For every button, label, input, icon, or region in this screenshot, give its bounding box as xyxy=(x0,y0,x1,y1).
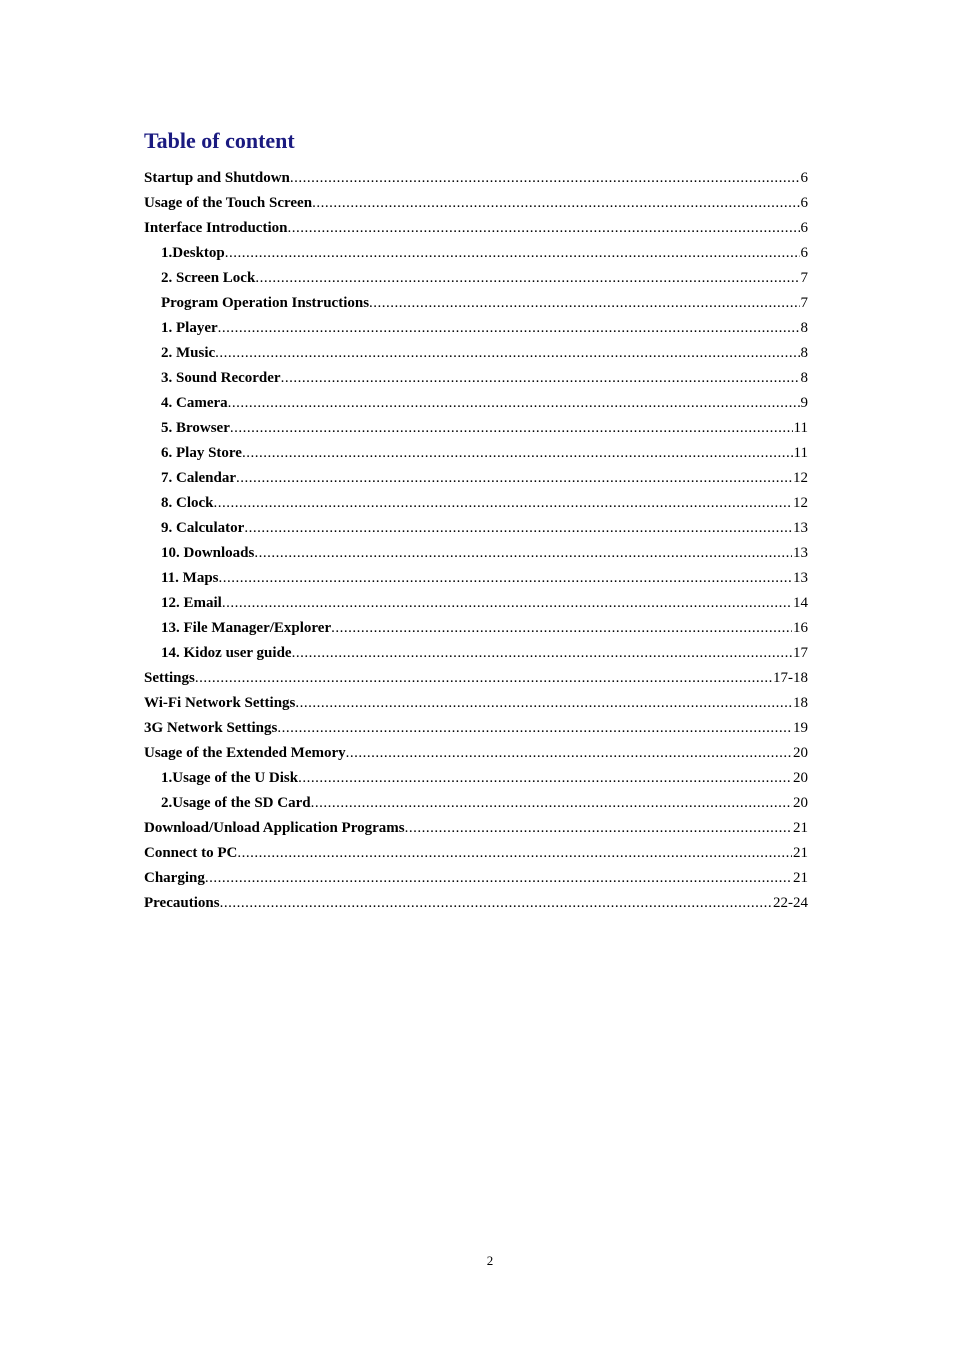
toc-entry[interactable] xyxy=(144,441,808,466)
toc-entry-page: 13 xyxy=(793,520,808,536)
toc-entry[interactable] xyxy=(144,366,808,391)
toc-entry-label: 12. Email xyxy=(161,595,222,611)
toc-entry-label: 11. Maps xyxy=(161,570,219,586)
toc-entry-label: 10. Downloads xyxy=(161,545,255,561)
page-number: 2 xyxy=(486,1253,494,1268)
toc-entry[interactable] xyxy=(144,466,808,491)
toc-dot-leader xyxy=(228,391,800,416)
toc-entry-page: 21 xyxy=(793,820,808,836)
toc-entry-label: 1. Player xyxy=(161,320,218,336)
toc-dot-leader xyxy=(225,241,800,266)
toc-dot-leader xyxy=(242,441,793,466)
toc-entry-page: 6 xyxy=(800,170,808,186)
toc-dot-leader xyxy=(214,491,793,516)
toc-dot-leader xyxy=(205,866,792,891)
toc-entry-page: 21 xyxy=(793,870,808,886)
toc-entry-label: Usage of the Touch Screen xyxy=(144,195,313,211)
toc-entry[interactable] xyxy=(144,241,808,266)
toc-dot-leader xyxy=(255,266,799,291)
toc-entry-page: 13 xyxy=(793,570,808,586)
toc-dot-leader xyxy=(312,191,799,216)
toc-entry[interactable] xyxy=(144,841,808,866)
toc-entry-page: 20 xyxy=(793,795,808,811)
toc-entry-label: 1.Desktop xyxy=(161,245,225,261)
toc-dot-leader xyxy=(346,741,792,766)
toc-dot-leader xyxy=(281,366,800,391)
toc-dot-leader xyxy=(405,816,792,841)
toc-dot-leader xyxy=(290,166,800,191)
toc-entry-page: 12 xyxy=(793,470,808,486)
toc-entry-label: Startup and Shutdown xyxy=(144,170,290,186)
toc-entry-page: 19 xyxy=(793,720,808,736)
toc-entry-label: Interface Introduction xyxy=(144,220,288,236)
toc-entry-page: 11 xyxy=(793,445,808,461)
toc-dot-leader xyxy=(295,691,792,716)
toc-entry-label: 2. Screen Lock xyxy=(161,270,256,286)
toc-entry-label: 13. File Manager/Explorer xyxy=(161,620,332,636)
toc-entry-label: Usage of the Extended Memory xyxy=(144,745,346,761)
toc-entry[interactable] xyxy=(144,416,808,441)
toc-entry-label: 7. Calendar xyxy=(161,470,236,486)
toc-entry-label: 4. Camera xyxy=(161,395,228,411)
toc-entry[interactable] xyxy=(144,891,808,916)
toc-dot-leader xyxy=(236,466,792,491)
toc-entry[interactable] xyxy=(144,166,808,191)
toc-entry-label: 3. Sound Recorder xyxy=(161,370,281,386)
toc-entry-page: 20 xyxy=(793,745,808,761)
toc-entry[interactable] xyxy=(144,691,808,716)
toc-entry-page: 11 xyxy=(793,420,808,436)
toc-entry-label: Wi-Fi Network Settings xyxy=(144,695,296,711)
toc-dot-leader xyxy=(195,666,772,691)
toc-entry-page: 12 xyxy=(793,495,808,511)
toc-dot-leader xyxy=(230,416,793,441)
toc-entry-page: 6 xyxy=(800,195,808,211)
toc-entry-label: Settings xyxy=(144,670,195,686)
toc-entry-page: 8 xyxy=(800,320,808,336)
toc-entry-page: 21 xyxy=(793,845,808,861)
toc-entry[interactable] xyxy=(144,716,808,741)
toc-entry-page: 6 xyxy=(800,245,808,261)
toc-dot-leader xyxy=(222,591,792,616)
toc-entry-page: 8 xyxy=(800,370,808,386)
toc-entry-label: Download/Unload Application Programs xyxy=(144,820,405,836)
toc-entry[interactable] xyxy=(144,491,808,516)
toc-entry-page: 14 xyxy=(793,595,808,611)
toc-entry-page: 17-18 xyxy=(773,670,808,686)
toc-entry-label: 5. Browser xyxy=(161,420,230,436)
toc-entry[interactable] xyxy=(144,791,808,816)
toc-entry[interactable] xyxy=(144,741,808,766)
toc-entry-label: 2.Usage of the SD Card xyxy=(161,795,311,811)
toc-entry[interactable] xyxy=(144,816,808,841)
toc-entry[interactable] xyxy=(144,216,808,241)
toc-entry-page: 17 xyxy=(793,645,808,661)
toc-entry-label: 14. Kidoz user guide xyxy=(161,645,292,661)
toc-title: Table of content xyxy=(144,128,295,153)
toc-entry-label: 2. Music xyxy=(161,345,216,361)
toc-dot-leader xyxy=(244,516,792,541)
toc-dot-leader xyxy=(254,541,792,566)
toc-entry[interactable] xyxy=(144,591,808,616)
toc-dot-leader xyxy=(292,641,792,666)
toc-entry-label: 9. Calculator xyxy=(161,520,245,536)
toc-entry[interactable] xyxy=(144,566,808,591)
toc-entry-label: Precautions xyxy=(144,895,220,911)
toc-entry-label: 8. Clock xyxy=(161,495,214,511)
toc-entry-label: Connect to PC xyxy=(144,845,238,861)
toc-entry[interactable] xyxy=(144,616,808,641)
toc-entry-page: 6 xyxy=(800,220,808,236)
toc-entry-label: 3G Network Settings xyxy=(144,720,278,736)
toc-dot-leader xyxy=(311,791,792,816)
toc-entry[interactable] xyxy=(144,191,808,216)
toc-entry[interactable] xyxy=(144,291,808,316)
toc-list xyxy=(144,166,808,916)
toc-entry[interactable] xyxy=(144,316,808,341)
toc-entry[interactable] xyxy=(144,341,808,366)
toc-dot-leader xyxy=(218,316,800,341)
toc-entry[interactable] xyxy=(144,266,808,291)
toc-entry-page: 22-24 xyxy=(773,895,808,911)
toc-entry-page: 20 xyxy=(793,770,808,786)
toc-entry[interactable] xyxy=(144,866,808,891)
toc-entry-label: 6. Play Store xyxy=(161,445,242,461)
toc-entry-label: 1.Usage of the U Disk xyxy=(161,770,299,786)
toc-dot-leader xyxy=(215,341,799,366)
toc-dot-leader xyxy=(237,841,792,866)
toc-entry-page: 16 xyxy=(793,620,808,636)
toc-dot-leader xyxy=(220,891,772,916)
toc-entry-label: Charging xyxy=(144,870,205,886)
toc-entry-page: 8 xyxy=(800,345,808,361)
toc-entry[interactable] xyxy=(144,391,808,416)
toc-entry[interactable] xyxy=(144,641,808,666)
toc-dot-leader xyxy=(219,566,792,591)
toc-entry-page: 7 xyxy=(800,295,808,311)
toc-dot-leader xyxy=(331,616,792,641)
toc-entry[interactable] xyxy=(144,766,808,791)
toc-entry-page: 13 xyxy=(793,545,808,561)
toc-entry[interactable] xyxy=(144,666,808,691)
toc-entry-label: Program Operation Instructions xyxy=(161,295,370,311)
toc-entry-page: 9 xyxy=(800,395,808,411)
toc-dot-leader xyxy=(277,716,792,741)
toc-entry[interactable] xyxy=(144,541,808,566)
toc-dot-leader xyxy=(287,216,799,241)
toc-entry-page: 18 xyxy=(793,695,808,711)
toc-entry[interactable] xyxy=(144,516,808,541)
toc-entry-page: 7 xyxy=(800,270,808,286)
toc-dot-leader xyxy=(369,291,799,316)
toc-dot-leader xyxy=(298,766,792,791)
